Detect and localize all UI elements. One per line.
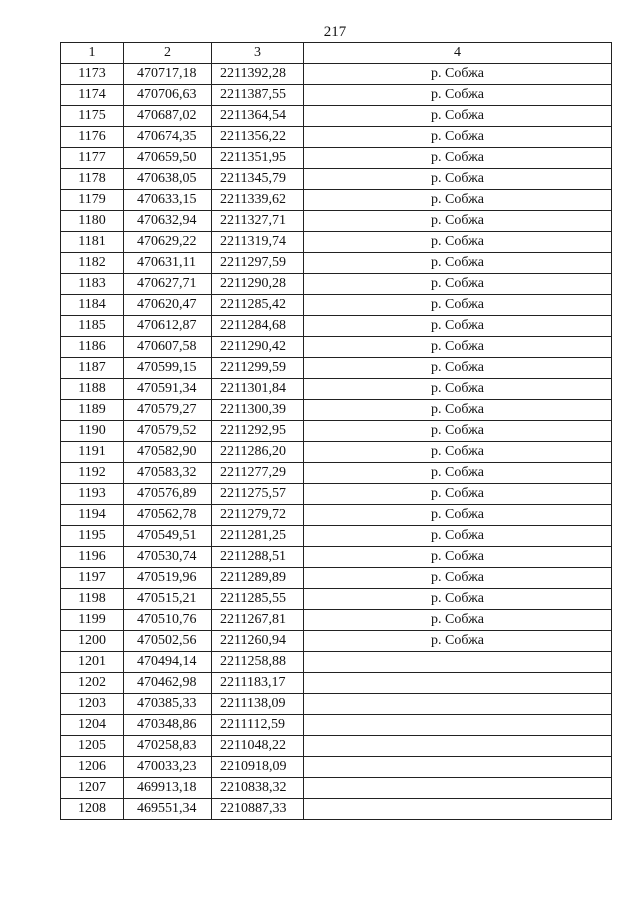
x-coordinate-cell: 470638,05 [124, 169, 212, 190]
table-row [61, 673, 612, 694]
y-coordinate-cell: 2211387,55 [212, 85, 304, 106]
y-coordinate-cell: 2211285,55 [212, 589, 304, 610]
description-cell: р. Собжа [304, 211, 612, 232]
description-cell: р. Собжа [304, 85, 612, 106]
y-coordinate-cell: 2211327,71 [212, 211, 304, 232]
point-number-cell: 1184 [61, 295, 124, 316]
description-cell: р. Собжа [304, 547, 612, 568]
point-number-cell: 1206 [61, 757, 124, 778]
point-number-cell: 1178 [61, 169, 124, 190]
table-row [61, 568, 612, 589]
description-cell [304, 799, 612, 820]
x-coordinate-cell: 470258,83 [124, 736, 212, 757]
y-coordinate-cell: 2211258,88 [212, 652, 304, 673]
x-coordinate-cell: 470549,51 [124, 526, 212, 547]
table-row [61, 253, 612, 274]
y-coordinate-cell: 2211281,25 [212, 526, 304, 547]
y-coordinate-cell: 2211300,39 [212, 400, 304, 421]
point-number-cell: 1204 [61, 715, 124, 736]
y-coordinate-cell: 2211286,20 [212, 442, 304, 463]
y-coordinate-cell: 2211279,72 [212, 505, 304, 526]
y-coordinate-cell: 2211392,28 [212, 64, 304, 85]
table-row [61, 757, 612, 778]
point-number-cell: 1176 [61, 127, 124, 148]
description-cell: р. Собжа [304, 169, 612, 190]
table-row [61, 337, 612, 358]
description-cell: р. Собжа [304, 589, 612, 610]
y-coordinate-cell: 2211345,79 [212, 169, 304, 190]
page-number: 217 [323, 24, 347, 40]
x-coordinate-cell: 470633,15 [124, 190, 212, 211]
y-coordinate-cell: 2211299,59 [212, 358, 304, 379]
point-number-cell: 1173 [61, 64, 124, 85]
column-header-4: 4 [304, 43, 612, 64]
x-coordinate-cell: 470659,50 [124, 148, 212, 169]
table-row [61, 211, 612, 232]
description-cell: р. Собжа [304, 631, 612, 652]
description-cell: р. Собжа [304, 148, 612, 169]
description-cell: р. Собжа [304, 253, 612, 274]
x-coordinate-cell: 470519,96 [124, 568, 212, 589]
x-coordinate-cell: 470033,23 [124, 757, 212, 778]
y-coordinate-cell: 2211267,81 [212, 610, 304, 631]
point-number-cell: 1202 [61, 673, 124, 694]
table-row [61, 64, 612, 85]
table-row [61, 148, 612, 169]
y-coordinate-cell: 2211301,84 [212, 379, 304, 400]
description-cell: р. Собжа [304, 379, 612, 400]
x-coordinate-cell: 470462,98 [124, 673, 212, 694]
y-coordinate-cell: 2211319,74 [212, 232, 304, 253]
description-cell: р. Собжа [304, 274, 612, 295]
point-number-cell: 1200 [61, 631, 124, 652]
x-coordinate-cell: 470510,76 [124, 610, 212, 631]
table-row [61, 442, 612, 463]
table-row [61, 295, 612, 316]
x-coordinate-cell: 470620,47 [124, 295, 212, 316]
point-number-cell: 1192 [61, 463, 124, 484]
table-row [61, 190, 612, 211]
y-coordinate-cell: 2211297,59 [212, 253, 304, 274]
table-row [61, 505, 612, 526]
point-number-cell: 1177 [61, 148, 124, 169]
point-number-cell: 1181 [61, 232, 124, 253]
description-cell: р. Собжа [304, 610, 612, 631]
x-coordinate-cell: 470674,35 [124, 127, 212, 148]
table-row [61, 421, 612, 442]
table-row [61, 547, 612, 568]
x-coordinate-cell: 470629,22 [124, 232, 212, 253]
point-number-cell: 1179 [61, 190, 124, 211]
point-number-cell: 1208 [61, 799, 124, 820]
y-coordinate-cell: 2211290,28 [212, 274, 304, 295]
description-cell: р. Собжа [304, 295, 612, 316]
y-coordinate-cell: 2211183,17 [212, 673, 304, 694]
y-coordinate-cell: 2211290,42 [212, 337, 304, 358]
x-coordinate-cell: 470717,18 [124, 64, 212, 85]
description-cell [304, 715, 612, 736]
table-row [61, 358, 612, 379]
point-number-cell: 1188 [61, 379, 124, 400]
description-cell: р. Собжа [304, 190, 612, 211]
point-number-cell: 1199 [61, 610, 124, 631]
y-coordinate-cell: 2211292,95 [212, 421, 304, 442]
y-coordinate-cell: 2211284,68 [212, 316, 304, 337]
description-cell: р. Собжа [304, 568, 612, 589]
x-coordinate-cell: 470632,94 [124, 211, 212, 232]
description-cell: р. Собжа [304, 505, 612, 526]
y-coordinate-cell: 2211356,22 [212, 127, 304, 148]
x-coordinate-cell: 470576,89 [124, 484, 212, 505]
description-cell [304, 673, 612, 694]
description-cell: р. Собжа [304, 64, 612, 85]
table-row [61, 736, 612, 757]
point-number-cell: 1189 [61, 400, 124, 421]
x-coordinate-cell: 470348,86 [124, 715, 212, 736]
x-coordinate-cell: 470582,90 [124, 442, 212, 463]
y-coordinate-cell: 2211275,57 [212, 484, 304, 505]
table-row [61, 799, 612, 820]
y-coordinate-cell: 2211277,29 [212, 463, 304, 484]
point-number-cell: 1191 [61, 442, 124, 463]
point-number-cell: 1190 [61, 421, 124, 442]
y-coordinate-cell: 2211364,54 [212, 106, 304, 127]
point-number-cell: 1195 [61, 526, 124, 547]
x-coordinate-cell: 470687,02 [124, 106, 212, 127]
point-number-cell: 1182 [61, 253, 124, 274]
description-cell [304, 778, 612, 799]
point-number-cell: 1207 [61, 778, 124, 799]
table-row [61, 694, 612, 715]
description-cell: р. Собжа [304, 316, 612, 337]
description-cell [304, 694, 612, 715]
point-number-cell: 1185 [61, 316, 124, 337]
description-cell: р. Собжа [304, 358, 612, 379]
x-coordinate-cell: 470515,21 [124, 589, 212, 610]
description-cell: р. Собжа [304, 463, 612, 484]
x-coordinate-cell: 470591,34 [124, 379, 212, 400]
point-number-cell: 1203 [61, 694, 124, 715]
y-coordinate-cell: 2210887,33 [212, 799, 304, 820]
description-cell [304, 652, 612, 673]
table-row [61, 127, 612, 148]
x-coordinate-cell: 470583,32 [124, 463, 212, 484]
x-coordinate-cell: 470631,11 [124, 253, 212, 274]
table-row [61, 631, 612, 652]
table-row [61, 526, 612, 547]
y-coordinate-cell: 2210918,09 [212, 757, 304, 778]
x-coordinate-cell: 470579,27 [124, 400, 212, 421]
x-coordinate-cell: 470706,63 [124, 85, 212, 106]
point-number-cell: 1186 [61, 337, 124, 358]
table-row [61, 106, 612, 127]
point-number-cell: 1198 [61, 589, 124, 610]
coordinates-table [60, 42, 612, 820]
x-coordinate-cell: 470530,74 [124, 547, 212, 568]
table-row [61, 589, 612, 610]
y-coordinate-cell: 2211260,94 [212, 631, 304, 652]
point-number-cell: 1196 [61, 547, 124, 568]
y-coordinate-cell: 2211288,51 [212, 547, 304, 568]
y-coordinate-cell: 2211285,42 [212, 295, 304, 316]
table-row [61, 463, 612, 484]
point-number-cell: 1174 [61, 85, 124, 106]
x-coordinate-cell: 469913,18 [124, 778, 212, 799]
x-coordinate-cell: 470627,71 [124, 274, 212, 295]
table-row [61, 316, 612, 337]
description-cell: р. Собжа [304, 232, 612, 253]
description-cell [304, 757, 612, 778]
table-row [61, 715, 612, 736]
x-coordinate-cell: 470612,87 [124, 316, 212, 337]
point-number-cell: 1205 [61, 736, 124, 757]
x-coordinate-cell: 470599,15 [124, 358, 212, 379]
table-row [61, 274, 612, 295]
table-row [61, 379, 612, 400]
x-coordinate-cell: 470607,58 [124, 337, 212, 358]
point-number-cell: 1183 [61, 274, 124, 295]
x-coordinate-cell: 470562,78 [124, 505, 212, 526]
table-row [61, 652, 612, 673]
point-number-cell: 1201 [61, 652, 124, 673]
table-row [61, 169, 612, 190]
point-number-cell: 1187 [61, 358, 124, 379]
description-cell: р. Собжа [304, 442, 612, 463]
y-coordinate-cell: 2211339,62 [212, 190, 304, 211]
description-cell: р. Собжа [304, 484, 612, 505]
header-row [61, 43, 612, 64]
x-coordinate-cell: 470494,14 [124, 652, 212, 673]
description-cell [304, 736, 612, 757]
y-coordinate-cell: 2211112,59 [212, 715, 304, 736]
table-body [61, 64, 612, 820]
table-header [61, 43, 612, 64]
y-coordinate-cell: 2211048,22 [212, 736, 304, 757]
point-number-cell: 1197 [61, 568, 124, 589]
table-row [61, 610, 612, 631]
y-coordinate-cell: 2211138,09 [212, 694, 304, 715]
x-coordinate-cell: 469551,34 [124, 799, 212, 820]
column-header-2: 2 [124, 43, 212, 64]
description-cell: р. Собжа [304, 526, 612, 547]
y-coordinate-cell: 2211289,89 [212, 568, 304, 589]
point-number-cell: 1175 [61, 106, 124, 127]
y-coordinate-cell: 2210838,32 [212, 778, 304, 799]
point-number-cell: 1180 [61, 211, 124, 232]
description-cell: р. Собжа [304, 127, 612, 148]
table-row [61, 85, 612, 106]
x-coordinate-cell: 470385,33 [124, 694, 212, 715]
point-number-cell: 1193 [61, 484, 124, 505]
x-coordinate-cell: 470579,52 [124, 421, 212, 442]
column-header-1: 1 [61, 43, 124, 64]
description-cell: р. Собжа [304, 337, 612, 358]
table-row [61, 484, 612, 505]
table-row [61, 778, 612, 799]
point-number-cell: 1194 [61, 505, 124, 526]
x-coordinate-cell: 470502,56 [124, 631, 212, 652]
description-cell: р. Собжа [304, 421, 612, 442]
description-cell: р. Собжа [304, 400, 612, 421]
table-row [61, 232, 612, 253]
y-coordinate-cell: 2211351,95 [212, 148, 304, 169]
description-cell: р. Собжа [304, 106, 612, 127]
table-row [61, 400, 612, 421]
column-header-3: 3 [212, 43, 304, 64]
